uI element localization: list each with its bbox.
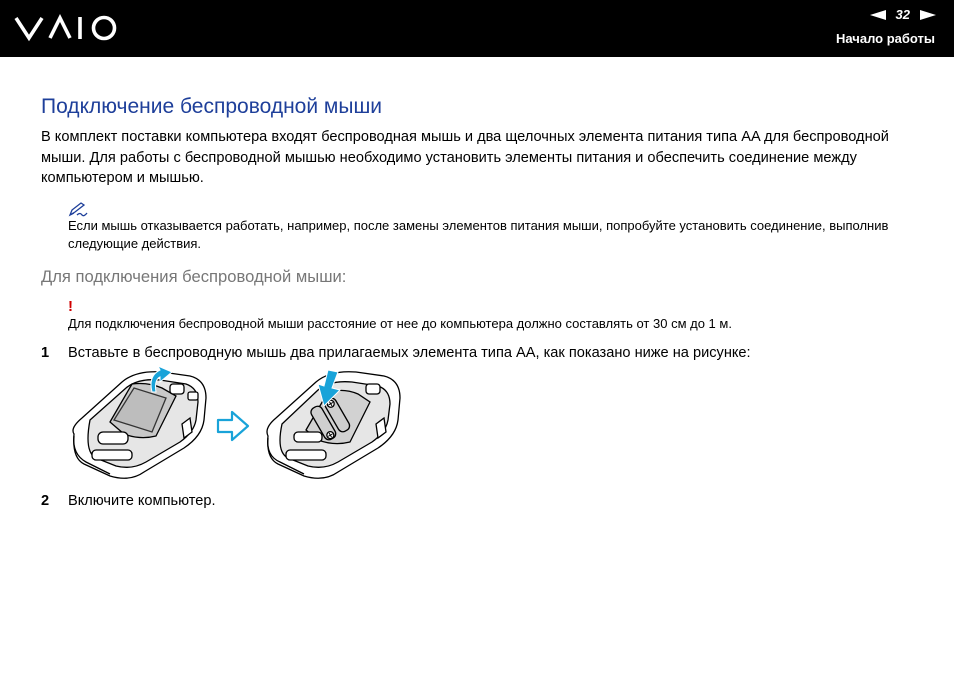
right-arrow-icon xyxy=(218,412,248,440)
page-header xyxy=(0,0,954,57)
battery-installation-illustration xyxy=(66,362,406,490)
next-page-icon[interactable] xyxy=(920,10,936,20)
previous-page-icon[interactable] xyxy=(870,10,886,20)
page-navigation xyxy=(870,7,936,22)
warning-block xyxy=(68,299,921,333)
step-2 xyxy=(41,491,216,511)
section-title[interactable]: Начало работы xyxy=(836,31,935,46)
page-content xyxy=(41,92,921,363)
note-block xyxy=(68,201,921,253)
step-number: 1 xyxy=(41,344,50,361)
subheading: Для подключения беспроводной мыши: xyxy=(41,266,347,286)
mouse-with-cover-icon xyxy=(73,372,206,479)
page-title: Подключение беспроводной мыши xyxy=(41,95,383,118)
note-text: Если мышь отказывается работать, например, после замены элементов питания мыши, попробуйте установить соединение, выполнив следующие действия. xyxy=(68,217,889,251)
step-1 xyxy=(41,343,921,363)
step-text: Вставьте в беспроводную мышь два прилагаемых элемента типа AA, как показано ниже на рисунке: xyxy=(68,344,751,361)
mouse-with-batteries-icon xyxy=(267,372,400,479)
warning-text: Для подключения беспроводной мыши расстояние от нее до компьютера должно составлять от 30 см до 1 м. xyxy=(68,315,732,331)
pencil-note-icon xyxy=(68,201,88,217)
step-text: Включите компьютер. xyxy=(68,493,216,509)
page-number: 32 xyxy=(895,7,910,22)
intro-paragraph: В комплект поставки компьютера входят беспроводная мышь и два щелочных элемента питания типа AA для беспроводной мыши. Для работы с беспроводной мышью необходимо установить элементы питания и обеспечить соединение между компьютером и мышью. xyxy=(41,129,889,186)
step-number: 2 xyxy=(41,493,50,509)
warning-icon: ! xyxy=(68,297,73,315)
vaio-logo xyxy=(14,14,120,42)
